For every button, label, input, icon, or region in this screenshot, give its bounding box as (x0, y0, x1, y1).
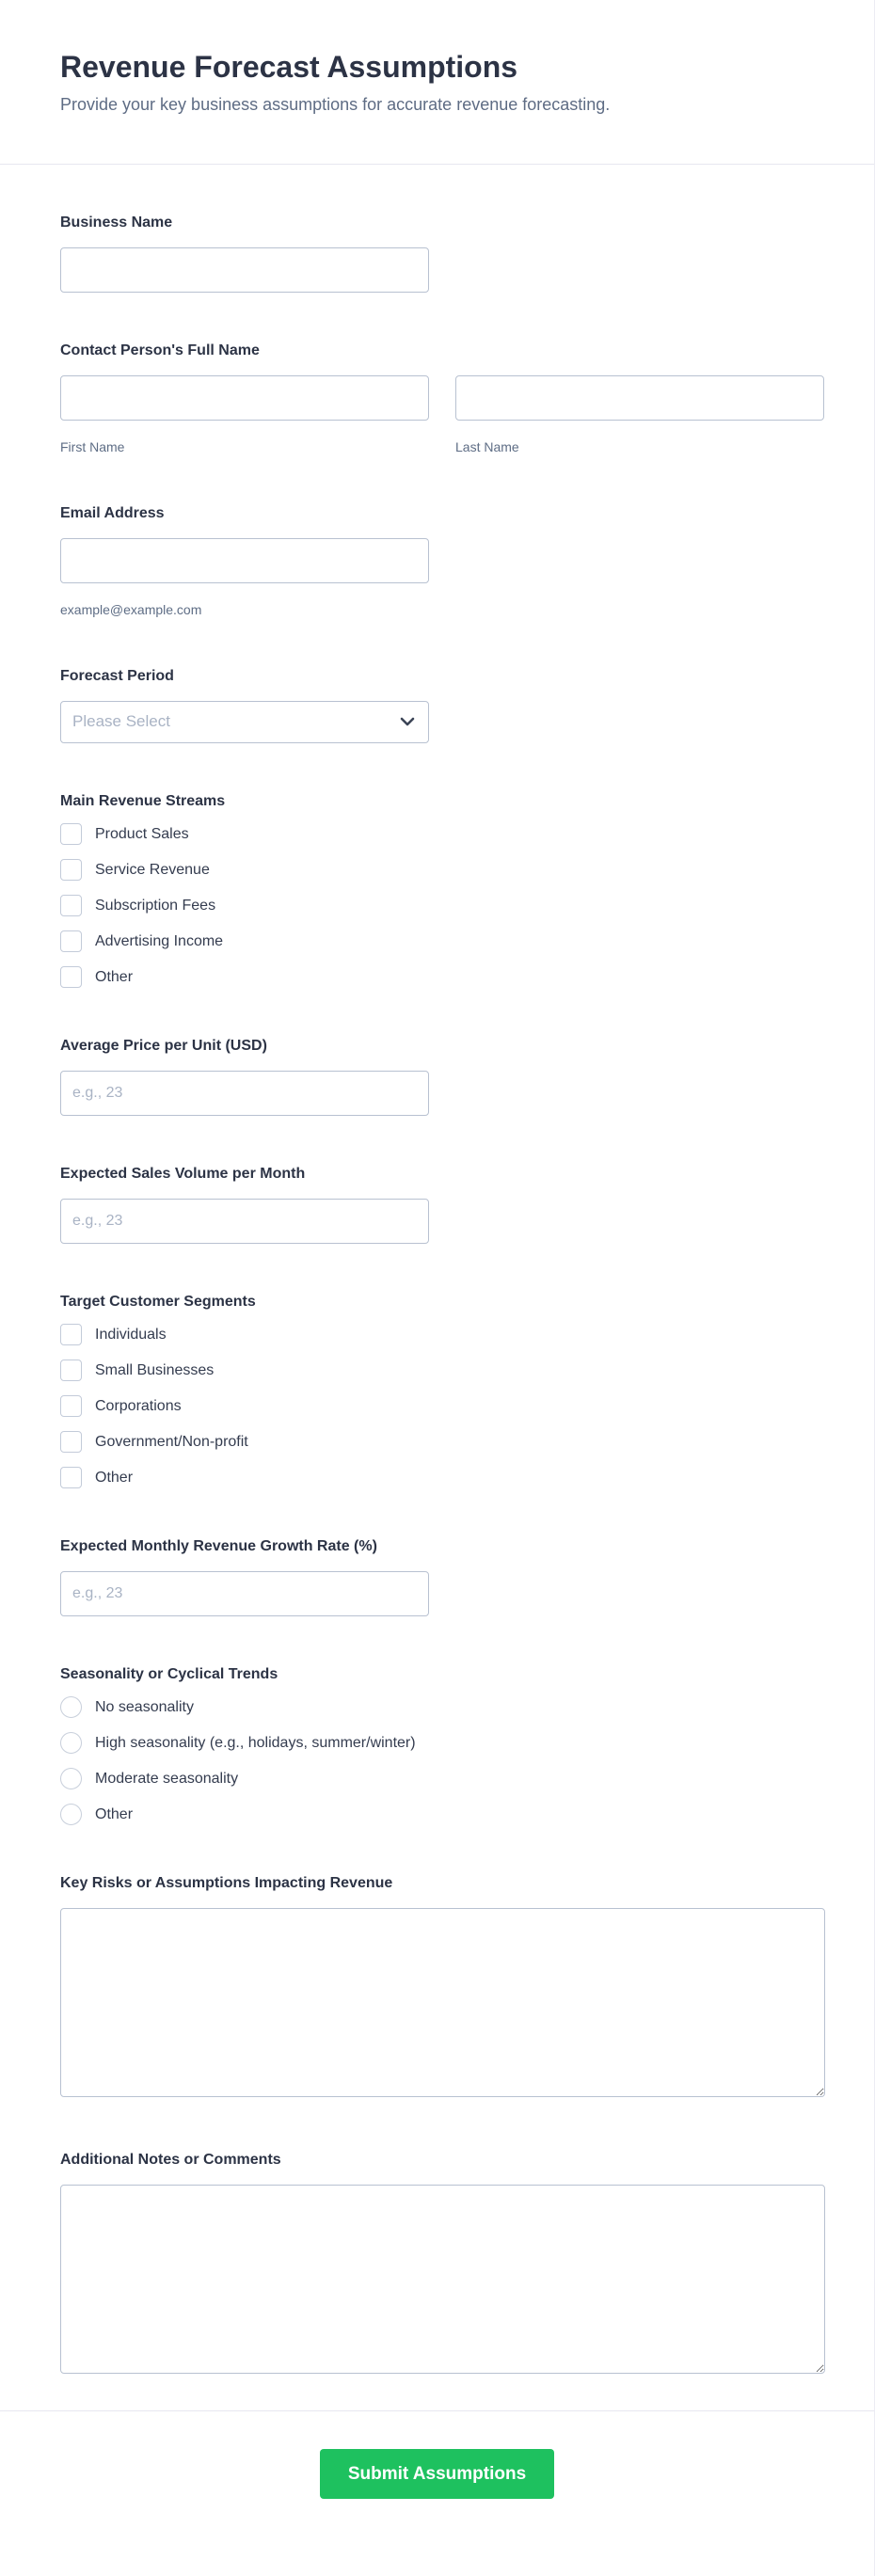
business-name-label: Business Name (60, 214, 173, 231)
field-sales-volume (60, 1165, 824, 1244)
chevron-down-icon (400, 717, 415, 726)
avg-price-input[interactable] (60, 1071, 429, 1116)
form-footer (0, 2411, 874, 2551)
small-businesses-checkbox[interactable] (60, 1360, 82, 1381)
field-avg-price (60, 1037, 824, 1116)
radio-seasonality-other[interactable]: Other (60, 1804, 133, 1825)
field-customer-segments (60, 1293, 824, 1488)
page-subtitle: Provide your key business assumptions for accurate revenue forecasting. (60, 95, 611, 115)
field-business-name (60, 214, 824, 293)
checkbox-advertising-income[interactable]: Advertising Income (60, 930, 223, 952)
product-sales-checkbox[interactable] (60, 823, 82, 845)
radio-no-seasonality[interactable]: No seasonality (60, 1696, 194, 1718)
sales-volume-label: Expected Sales Volume per Month (60, 1165, 306, 1182)
advertising-income-checkbox[interactable] (60, 930, 82, 952)
service-revenue-checkbox[interactable] (60, 859, 82, 881)
growth-rate-label: Expected Monthly Revenue Growth Rate (%) (60, 1537, 377, 1554)
field-contact-name (60, 342, 824, 455)
email-label: Email Address (60, 504, 165, 521)
growth-rate-input[interactable] (60, 1571, 429, 1616)
subscription-fees-checkbox[interactable] (60, 895, 82, 916)
first-name-sublabel: First Name (60, 438, 125, 454)
seasonality-other-radio[interactable] (60, 1804, 82, 1825)
checkbox-corporations[interactable]: Corporations (60, 1395, 182, 1417)
checkbox-individuals[interactable]: Individuals (60, 1324, 167, 1345)
forecast-period-select[interactable] (60, 701, 429, 743)
forecast-period-label: Forecast Period (60, 667, 174, 684)
avg-price-label: Average Price per Unit (USD) (60, 1037, 267, 1054)
last-name-sublabel: Last Name (455, 438, 519, 454)
customer-segments-label: Target Customer Segments (60, 1293, 256, 1310)
government-nonprofit-checkbox[interactable] (60, 1431, 82, 1453)
first-name-input[interactable] (60, 375, 429, 421)
checkbox-subscription-fees[interactable]: Subscription Fees (60, 895, 215, 916)
forecast-period-placeholder: Please Select (72, 712, 170, 731)
notes-label: Additional Notes or Comments (60, 2151, 281, 2168)
field-forecast-period (60, 667, 824, 743)
form-header (0, 0, 874, 165)
form-body (0, 214, 874, 2378)
last-name-input[interactable] (455, 375, 824, 421)
radio-high-seasonality[interactable]: High seasonality (e.g., holidays, summer/winter) (60, 1732, 416, 1754)
field-notes (60, 2151, 824, 2378)
key-risks-label: Key Risks or Assumptions Impacting Revenue (60, 1874, 393, 1891)
page-title: Revenue Forecast Assumptions (60, 50, 518, 84)
revenue-streams-label: Main Revenue Streams (60, 792, 226, 809)
seasonality-label: Seasonality or Cyclical Trends (60, 1665, 278, 1682)
corporations-checkbox[interactable] (60, 1395, 82, 1417)
no-seasonality-radio[interactable] (60, 1696, 82, 1718)
moderate-seasonality-radio[interactable] (60, 1768, 82, 1789)
business-name-input[interactable] (60, 247, 429, 293)
individuals-checkbox[interactable] (60, 1324, 82, 1345)
email-input[interactable] (60, 538, 429, 583)
field-email (60, 504, 824, 618)
field-revenue-streams (60, 792, 824, 988)
checkbox-small-businesses[interactable]: Small Businesses (60, 1360, 214, 1381)
revenue-other-checkbox[interactable] (60, 966, 82, 988)
sales-volume-input[interactable] (60, 1199, 429, 1244)
checkbox-government-nonprofit[interactable]: Government/Non-profit (60, 1431, 248, 1453)
submit-button[interactable]: Submit Assumptions (320, 2449, 554, 2499)
checkbox-service-revenue[interactable]: Service Revenue (60, 859, 210, 881)
contact-name-label: Contact Person's Full Name (60, 342, 260, 358)
high-seasonality-radio[interactable] (60, 1732, 82, 1754)
segment-other-checkbox[interactable] (60, 1467, 82, 1488)
notes-textarea[interactable] (60, 2185, 825, 2374)
key-risks-textarea[interactable] (60, 1908, 825, 2097)
field-growth-rate (60, 1537, 824, 1616)
radio-moderate-seasonality[interactable]: Moderate seasonality (60, 1768, 238, 1789)
field-key-risks (60, 1874, 824, 2102)
email-hint: example@example.com (60, 601, 202, 617)
field-seasonality (60, 1665, 824, 1825)
checkbox-product-sales[interactable]: Product Sales (60, 823, 189, 845)
checkbox-segment-other[interactable]: Other (60, 1467, 133, 1488)
checkbox-revenue-other[interactable]: Other (60, 966, 133, 988)
